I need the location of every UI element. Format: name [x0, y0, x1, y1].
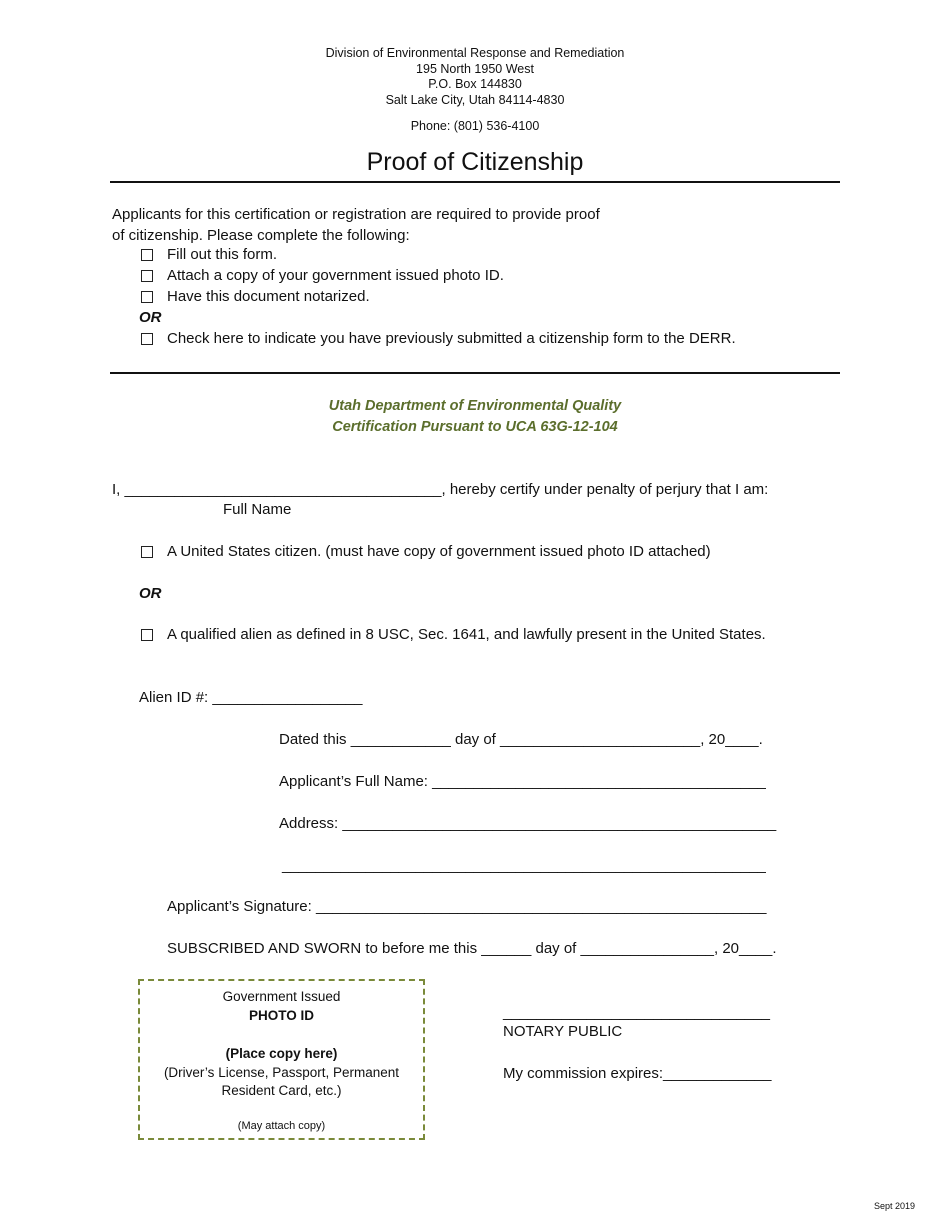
applicant-full-name-field[interactable]: Applicant’s Full Name: ________________________________________ [279, 773, 766, 790]
photo-box-line-3: (Place copy here) [225, 1046, 338, 1061]
statement-or: OR [139, 585, 162, 602]
commission-expires-field[interactable]: My commission expires:_____________ [503, 1065, 772, 1082]
checkbox-us-citizen[interactable] [141, 546, 153, 558]
alien-id-field[interactable]: Alien ID #: __________________ [139, 689, 363, 706]
checkbox-fill-form[interactable] [141, 249, 153, 261]
option-us-citizen: A United States citizen. (must have copy of government issued photo ID attached) [167, 543, 711, 560]
header-line-4: Salt Lake City, Utah 84114-4830 [385, 93, 565, 107]
item-fill-form: Fill out this form. [167, 246, 278, 263]
notary-signature-line[interactable]: ________________________________ [503, 1004, 770, 1021]
footer-date: Sept 2019 [874, 1201, 916, 1211]
certification-line-1: Utah Department of Environmental Quality [328, 398, 622, 414]
option-qualified-alien: A qualified alien as defined in 8 USC, Sec. 1641, and lawfully present in the United States. [167, 626, 766, 643]
photo-id-box [138, 979, 425, 1140]
certify-statement: I, ______________________________________, hereby certify under penalty of perjury that I am: [112, 481, 769, 498]
page-title: Proof of Citizenship [366, 148, 584, 176]
notary-public-label: NOTARY PUBLIC [503, 1023, 623, 1040]
intro-line-1: Applicants for this certification or registration are required to provide proof [112, 206, 600, 223]
header-line-3: P.O. Box 144830 [428, 77, 522, 91]
photo-box-line-1: Government Issued [222, 989, 341, 1004]
dated-field[interactable]: Dated this ____________ day of ________________________, 20____. [279, 731, 763, 748]
certification-line-2: Certification Pursuant to UCA 63G-12-104 [332, 419, 618, 435]
checkbox-attach-id[interactable] [141, 270, 153, 282]
photo-box-line-5: Resident Card, etc.) [221, 1083, 342, 1098]
photo-box-line-6: (May attach copy) [237, 1120, 326, 1132]
address-field[interactable]: Address: ____________________________________________________ [279, 815, 777, 832]
photo-box-line-2: PHOTO ID [248, 1008, 314, 1023]
item-previously-submitted: Check here to indicate you have previously submitted a citizenship form to the DERR. [167, 330, 736, 347]
checkbox-notarized[interactable] [141, 291, 153, 303]
header-line-1: Division of Environmental Response and Remediation [325, 46, 625, 60]
checkbox-previously-submitted[interactable] [141, 333, 153, 345]
item-attach-id: Attach a copy of your government issued photo ID. [167, 267, 504, 284]
section-divider [110, 372, 840, 374]
intro-or: OR [139, 309, 162, 326]
intro-line-2: of citizenship. Please complete the following: [112, 227, 410, 244]
header-phone: Phone: (801) 536-4100 [410, 119, 540, 133]
item-notarized: Have this document notarized. [167, 288, 370, 305]
subscribed-sworn-field[interactable]: SUBSCRIBED AND SWORN to before me this ______ day of ________________, 20____. [167, 940, 777, 957]
applicant-signature-field[interactable]: Applicant’s Signature: ______________________________________________________ [167, 898, 767, 915]
checkbox-qualified-alien[interactable] [141, 629, 153, 641]
header-line-2: 195 North 1950 West [416, 62, 534, 76]
photo-box-line-4: (Driver’s License, Passport, Permanent [163, 1065, 400, 1080]
full-name-label: Full Name [223, 501, 292, 518]
title-divider [110, 181, 840, 183]
address-field-line-2[interactable]: __________________________________________________________ [282, 857, 766, 874]
